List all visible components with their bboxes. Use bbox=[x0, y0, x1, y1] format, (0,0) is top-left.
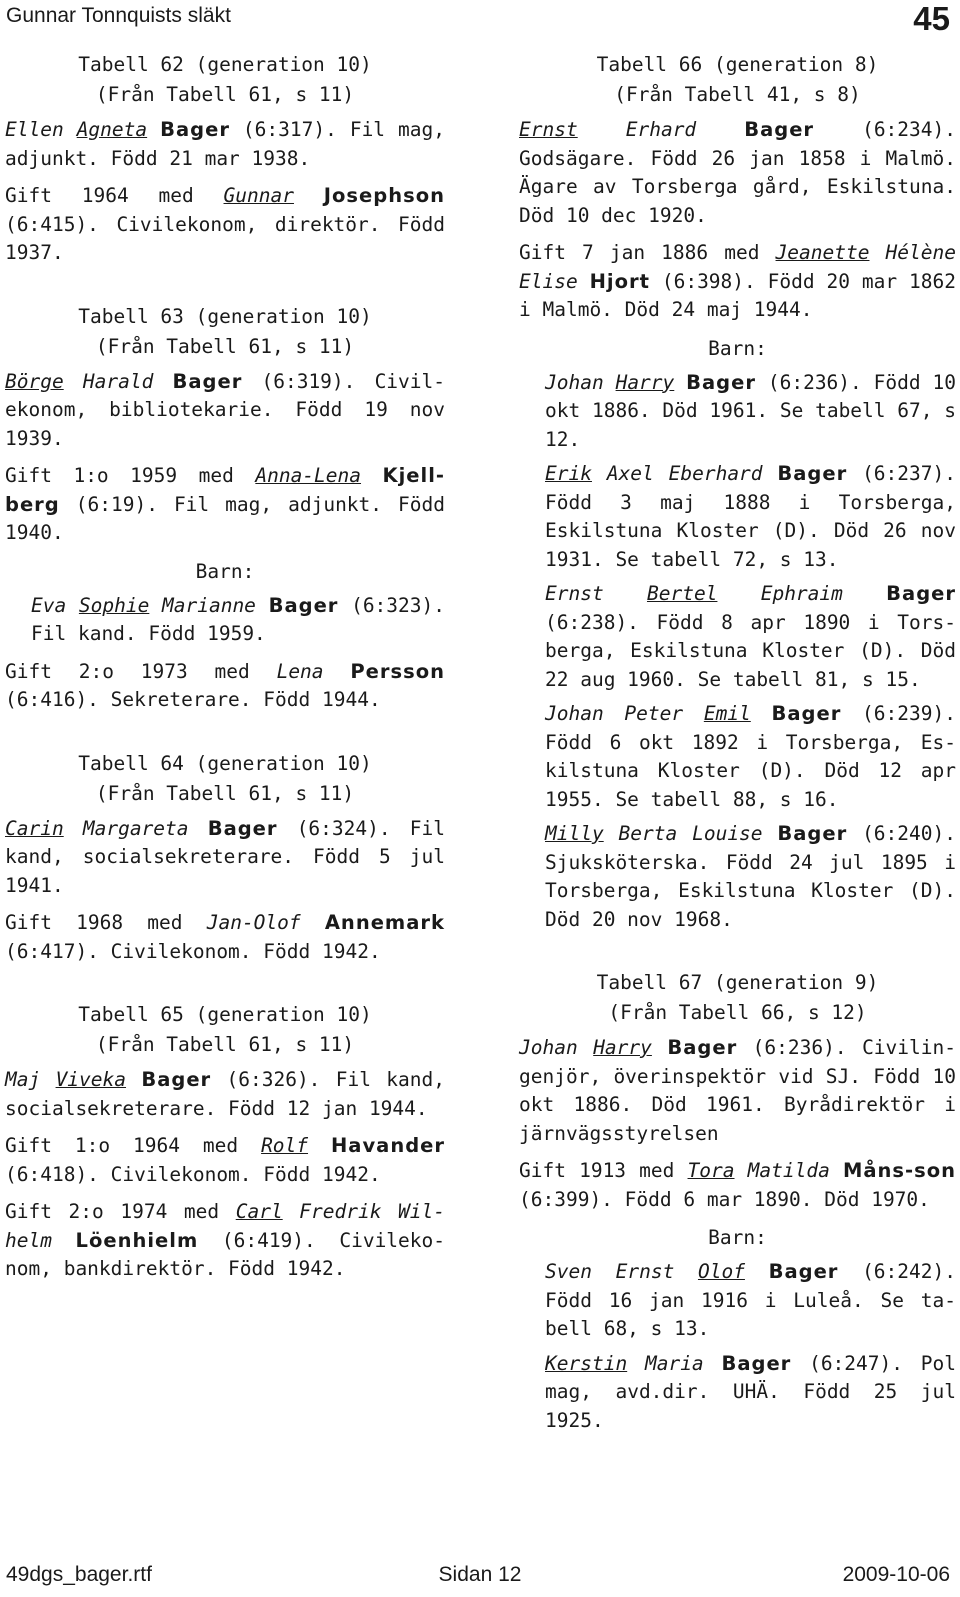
children-label: Barn: bbox=[195, 559, 255, 583]
call-name: Gunnar bbox=[223, 184, 294, 207]
person-entry: Maj Viveka Bager (6:326). Fil kand, socialsekreterare. Född 12 jan 1944. bbox=[5, 1068, 445, 1120]
surname: Josephson bbox=[323, 184, 445, 207]
entry-text: (6:399). Född 6 mar 1890. Död 1970. bbox=[519, 1187, 930, 1211]
entry-text: (6:419). Civileko-nom, bankdirektör. Född 1942. bbox=[5, 1228, 446, 1280]
entry-text: (6:238). Född 8 apr 1890 i Tors-berga, Eskilstuna Kloster (D). Död 22 aug 1960. Se tabell 81, s 15. bbox=[545, 610, 956, 691]
child-entry: Milly Berta Louise Bager (6:240). Sjuksköterska. Född 24 jul 1895 i Torsberga, Eskilstuna Kloster (D). Död 20 nov 1968. bbox=[545, 822, 956, 931]
marriage-entry: Gift 1913 med Tora Matilda Måns-son (6:399). Född 6 mar 1890. Död 1970. bbox=[519, 1159, 956, 1211]
surname: Bager bbox=[777, 822, 848, 845]
table-title: Tabell 65 (generation 10) bbox=[78, 1003, 372, 1026]
table-heading bbox=[5, 50, 445, 110]
children-list bbox=[545, 369, 956, 935]
marriage-entry: Gift 1964 med Gunnar Josephson (6:415). Civilekonom, direktör. Född 1937. bbox=[5, 184, 445, 264]
given-name: Jan-Olof bbox=[206, 911, 301, 934]
entry-text: (6:416). Sekreterare. Född 1944. bbox=[5, 688, 381, 711]
footer-page: Sidan 12 bbox=[438, 1563, 522, 1586]
entry-text: (6:326). Fil kand, socialsekreterare. Född 12 jan 1944. bbox=[5, 1068, 445, 1120]
footer-date: 2009-10-06 bbox=[842, 1563, 950, 1586]
surname: Bager bbox=[141, 1068, 212, 1091]
entry-text: (6:240). Sjuksköterska. Född 24 jul 1895 i Torsberga, Eskilstuna Kloster (D). Död 20 nov 1968. bbox=[545, 822, 956, 931]
marriage-entry: Gift 1:o 1959 med Anna-Lena Kjell-berg (6:19). Fil mag, adjunkt. Född 1940. bbox=[5, 464, 445, 544]
table-source: (Från Tabell 66, s 12) bbox=[608, 1001, 867, 1024]
tabell-63 bbox=[5, 302, 445, 715]
tabell-65 bbox=[5, 1000, 445, 1284]
surname: Bager bbox=[667, 1036, 738, 1059]
call-name: Anna-Lena bbox=[255, 464, 362, 487]
entry-text: (6:247). Pol mag, avd.dir. UHÄ. Född 25 jul 1925. bbox=[545, 1351, 957, 1432]
surname: Bager bbox=[744, 118, 815, 141]
call-name: Milly bbox=[545, 822, 604, 845]
left-column bbox=[5, 50, 445, 1293]
surname: Bager bbox=[768, 1260, 839, 1283]
child-entry: Erik Axel Eberhard Bager (6:237). Född 3 maj 1888 i Torsberga, Eskilstuna Kloster (D). Död 26 nov 1931. Se tabell 72, s 13. bbox=[545, 462, 956, 571]
tabell-62 bbox=[5, 50, 445, 268]
person-entry: Carin Margareta Bager (6:324). Fil kand, socialsekreterare. Född 5 jul 1941. bbox=[5, 816, 446, 897]
table-heading bbox=[5, 749, 445, 809]
person-entry: Börge Harald Bager (6:319). Civil-ekonom, bibliotekarie. Född 19 nov 1939. bbox=[5, 369, 446, 450]
call-name: Ernst bbox=[519, 118, 578, 141]
child-entry: Johan Peter Emil Bager (6:239). Född 6 okt 1892 i Torsberga, Es-kilstuna Kloster (D). Död 12 apr 1955. Se tabell 88, s 16. bbox=[545, 702, 956, 811]
call-name: Carl bbox=[235, 1200, 283, 1223]
right-column bbox=[519, 50, 956, 1444]
table-heading bbox=[519, 968, 956, 1028]
entry-text: (6:415). Civilekonom, direktör. Född 1937. bbox=[5, 212, 445, 264]
entry-text: (6:19). Fil mag, adjunkt. Född 1940. bbox=[5, 492, 445, 544]
child-entry: Ernst Bertel Ephraim Bager (6:238). Född 8 apr 1890 i Tors-berga, Eskilstuna Kloster (D). Död 22 aug 1960. Se tabell 81, s 15. bbox=[545, 582, 956, 691]
entry-text: (6:417). Civilekonom. Född 1942. bbox=[5, 939, 381, 963]
table-heading bbox=[5, 1000, 445, 1060]
call-name: Harry bbox=[615, 370, 675, 394]
call-name: Rolf bbox=[261, 1134, 309, 1157]
page-number: 45 bbox=[913, 0, 950, 37]
marriage-entry: Gift 1968 med Jan-Olof Annemark (6:417). Civilekonom. Född 1942. bbox=[5, 911, 445, 963]
tabell-64 bbox=[5, 749, 445, 967]
marriage-entry: Gift 7 jan 1886 med Jeanette Hélène Elise Hjort (6:398). Född 20 mar 1862 i Malmö. Död 24 maj 1944. bbox=[519, 241, 956, 321]
entry-text: (6:323). Fil kand. Född 1959. bbox=[31, 593, 445, 645]
surname: Persson bbox=[350, 659, 445, 683]
child-entry: Johan Harry Bager (6:236). Född 10 okt 1886. Död 1961. Se tabell 67, s 12. bbox=[545, 370, 956, 451]
entry-text: (6:242). Född 16 jan 1916 i Luleå. Se ta-bell 68, s 13. bbox=[545, 1260, 956, 1340]
surname: Bager bbox=[160, 118, 230, 141]
table-heading bbox=[5, 302, 445, 362]
table-heading bbox=[519, 50, 956, 110]
table-title: Tabell 67 (generation 9) bbox=[596, 971, 879, 994]
children-list bbox=[31, 592, 445, 649]
document-header-title: Gunnar Tonnquists släkt bbox=[6, 4, 231, 27]
surname: Bager bbox=[172, 369, 243, 393]
call-name: Kerstin bbox=[545, 1351, 628, 1375]
children-label: Barn: bbox=[708, 336, 767, 360]
table-title: Tabell 62 (generation 10) bbox=[78, 53, 372, 76]
table-title: Tabell 64 (generation 10) bbox=[78, 751, 372, 775]
entry-text: (6:236). Född 10 okt 1886. Död 1961. Se tabell 67, s 12. bbox=[545, 370, 956, 451]
surname: Bager bbox=[771, 702, 842, 725]
entry-text: (6:234). Godsägare. Född 26 jan 1858 i Malmö. Ägare av Torsberga gård, Eskilstuna. Död 10 dec 1920. bbox=[519, 118, 956, 227]
child-entry: Sven Ernst Olof Bager (6:242). Född 16 jan 1916 i Luleå. Se ta-bell 68, s 13. bbox=[545, 1260, 956, 1340]
call-name: Erik bbox=[545, 462, 592, 485]
table-source: (Från Tabell 61, s 11) bbox=[95, 334, 355, 358]
surname: Bager bbox=[886, 582, 956, 605]
entry-text: (6:418). Civilekonom. Född 1942. bbox=[5, 1162, 381, 1186]
entry-text: (6:237). Född 3 maj 1888 i Torsberga, Eskilstuna Kloster (D). Död 26 nov 1931. Se tabell 72, s 13. bbox=[545, 462, 956, 571]
call-name: Harry bbox=[593, 1036, 652, 1059]
call-name: Börge bbox=[5, 369, 64, 393]
tabell-66 bbox=[519, 50, 956, 934]
surname: Löenhielm bbox=[75, 1228, 199, 1252]
entry-text: (6:398). Född 20 mar 1862 i Malmö. Död 24 maj 1944. bbox=[519, 269, 956, 321]
entry-text: (6:239). Född 6 okt 1892 i Torsberga, Es-kilstuna Kloster (D). Död 12 apr 1955. Se tabell 88, s 16. bbox=[545, 702, 956, 811]
given-name: Lena bbox=[276, 659, 324, 683]
marriage-entry: Gift 1:o 1964 med Rolf Havander (6:418). Civilekonom. Född 1942. bbox=[5, 1134, 445, 1186]
entry-text: (6:319). Civil-ekonom, bibliotekarie. Född 19 nov 1939. bbox=[5, 369, 446, 450]
entry-text: (6:324). Fil kand, socialsekreterare. Född 5 jul 1941. bbox=[5, 816, 446, 897]
given-name: Ellen bbox=[5, 118, 77, 141]
surname: Havander bbox=[330, 1134, 445, 1157]
child-entry: Kerstin Maria Bager (6:247). Pol mag, avd.dir. UHÄ. Född 25 jul 1925. bbox=[545, 1351, 957, 1432]
children-label: Barn: bbox=[708, 1226, 767, 1249]
child-entry: Eva Sophie Marianne Bager (6:323). Fil kand. Född 1959. bbox=[31, 593, 445, 645]
marriage-entry: Gift 2:o 1973 med Lena Persson (6:416). Sekreterare. Född 1944. bbox=[5, 659, 445, 711]
table-source: (Från Tabell 61, s 11) bbox=[95, 83, 355, 106]
table-source: (Från Tabell 61, s 11) bbox=[95, 781, 355, 805]
person-entry: Johan Harry Bager (6:236). Civilin-genjör, överinspektör vid SJ. Född 10 okt 1886. Död 1961. Byrådirektör i järnvägsstyrelsen bbox=[519, 1036, 956, 1145]
table-title: Tabell 63 (generation 10) bbox=[78, 304, 372, 328]
surname: Bager bbox=[268, 593, 339, 617]
table-title: Tabell 66 (generation 8) bbox=[596, 53, 879, 76]
surname: Annemark bbox=[324, 911, 445, 934]
entry-text: (6:236). Civilin-genjör, överinspektör vid SJ. Född 10 okt 1886. Död 1961. Byrådirektör i järnvägsstyrelsen bbox=[519, 1036, 956, 1145]
call-name: Bertel bbox=[646, 582, 718, 605]
tabell-67 bbox=[519, 968, 956, 1435]
surname: Hjort bbox=[589, 269, 650, 293]
person-entry bbox=[5, 116, 445, 173]
call-name: Sophie bbox=[78, 593, 150, 617]
surname: Kjell-berg bbox=[5, 464, 445, 516]
footer-filename: 49dgs_bager.rtf bbox=[6, 1563, 152, 1586]
surname: Bager bbox=[777, 462, 848, 485]
table-source: (Från Tabell 41, s 8) bbox=[614, 83, 861, 106]
call-name: Viveka bbox=[55, 1068, 127, 1091]
marriage-entry: Gift 2:o 1974 med Carl Fredrik Wil-helm Löenhielm (6:419). Civileko-nom, bankdirektör. Född 1942. bbox=[5, 1200, 446, 1280]
person-entry: Ernst Erhard Bager (6:234). Godsägare. Född 26 jan 1858 i Malmö. Ägare av Torsberga gård, Eskilstuna. Död 10 dec 1920. bbox=[519, 118, 956, 227]
call-name: Jeanette bbox=[775, 241, 870, 264]
surname: Måns-son bbox=[842, 1159, 956, 1182]
table-source: (Från Tabell 61, s 11) bbox=[95, 1033, 355, 1056]
entry-text: (6:317). Fil mag, adjunkt. Född 21 mar 1938. bbox=[5, 118, 445, 170]
call-name: Agneta bbox=[76, 118, 148, 141]
children-list bbox=[545, 1258, 956, 1435]
surname: Bager bbox=[686, 370, 756, 394]
call-name: Emil bbox=[703, 702, 751, 725]
call-name: Tora bbox=[687, 1159, 735, 1182]
call-name: Olof bbox=[697, 1260, 745, 1283]
surname: Bager bbox=[721, 1351, 792, 1375]
surname: Bager bbox=[207, 816, 278, 840]
call-name: Carin bbox=[5, 816, 64, 840]
